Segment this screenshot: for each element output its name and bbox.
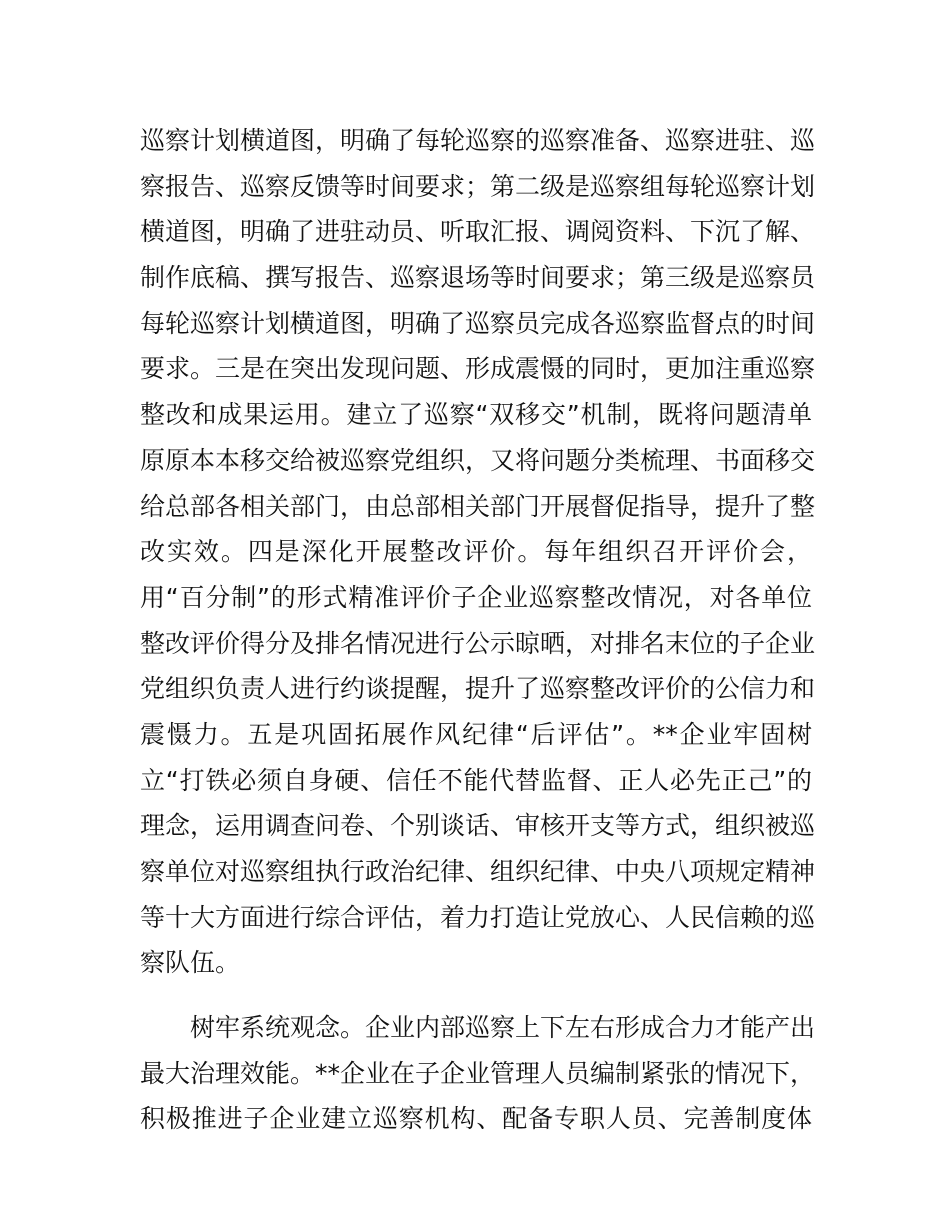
paragraph-gap — [140, 986, 812, 1005]
text-line: 要求。三是在突出发现问题、形成震慑的同时，更加注重巡察 — [140, 354, 816, 384]
text-line: 党组织负责人进行约谈提醒，提升了巡察整改评价的公信力和 — [140, 674, 816, 704]
text-line: 等十大方面进行综合评估，着力打造让党放心、人民信赖的巡 — [140, 902, 816, 932]
text-line: 改实效。四是深化开展整改评价。每年组织召开评价会， — [140, 537, 812, 567]
text-line: 立“打铁必须自身硬、信任不能代替监督、正人必先正己”的 — [140, 765, 812, 795]
text-line: 察报告、巡察反馈等时间要求；第二级是巡察组每轮巡察计划 — [140, 171, 816, 201]
text-line: 整改和成果运用。建立了巡察“双移交”机制，既将问题清单 — [140, 400, 812, 430]
paragraph-1 — [140, 118, 816, 986]
text-line: 原原本本移交给被巡察党组织，又将问题分类梳理、书面移交 — [140, 445, 816, 475]
text-line: 横道图，明确了进驻动员、听取汇报、调阅资料、下沉了解、 — [140, 217, 816, 247]
text-line: 震慑力。五是巩固拓展作风纪律“后评估”。**企业牢固树 — [140, 719, 812, 749]
text-line: 理念，运用调查问卷、个别谈话、审核开支等方式，组织被巡 — [140, 811, 816, 841]
text-line: 整改评价得分及排名情况进行公示晾晒，对排名末位的子企业 — [140, 628, 816, 658]
text-line: 积极推进子企业建立巡察机构、配备专职人员、完善制度体 — [140, 1104, 812, 1134]
text-line: 巡察计划横道图，明确了每轮巡察的巡察准备、巡察进驻、巡 — [140, 126, 816, 155]
text-line: 察队伍。 — [140, 948, 241, 978]
text-line: 用“百分制”的形式精准评价子企业巡察整改情况，对各单位 — [140, 582, 812, 612]
document-body — [140, 118, 816, 1142]
text-line: 给总部各相关部门，由总部相关部门开展督促指导，提升了整 — [140, 491, 816, 521]
text-line: 制作底稿、撰写报告、巡察退场等时间要求；第三级是巡察员 — [140, 263, 816, 293]
paragraph-2 — [140, 1005, 816, 1142]
text-line: 每轮巡察计划横道图，明确了巡察员完成各巡察监督点的时间 — [140, 308, 816, 338]
text-line: 树牢系统观念。企业内部巡察上下左右形成合力才能产出 — [190, 1013, 816, 1043]
text-line: 察单位对巡察组执行政治纪律、组织纪律、中央八项规定精神 — [140, 857, 816, 886]
text-line: 最大治理效能。**企业在子企业管理人员编制紧张的情况下， — [140, 1058, 816, 1088]
